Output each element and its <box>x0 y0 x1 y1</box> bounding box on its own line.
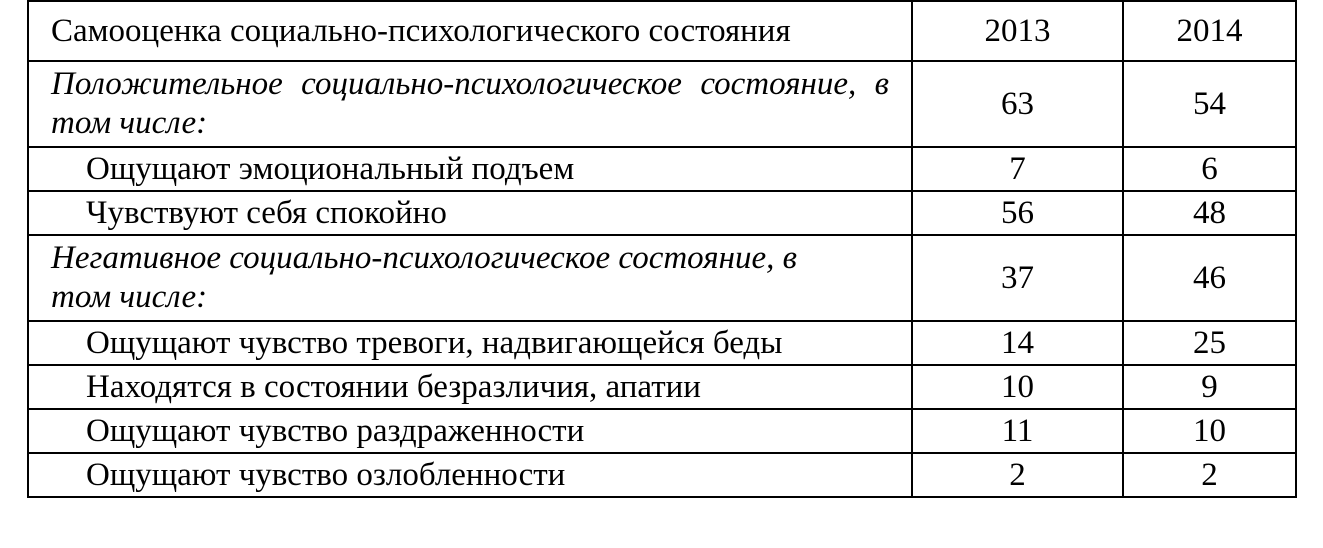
cell-value: 46 <box>1123 235 1296 321</box>
cell-value: 9 <box>1123 365 1296 409</box>
cell-value: 2 <box>912 453 1123 497</box>
group-label-positive: Положительное социально-психологическое состояние, в том числе: <box>28 61 912 147</box>
cell-value: 63 <box>912 61 1123 147</box>
cell-value: 54 <box>1123 61 1296 147</box>
cell-value: 2 <box>1123 453 1296 497</box>
header-row <box>28 1 1296 61</box>
cell-value: 56 <box>912 191 1123 235</box>
row-label: Находятся в состоянии безразличия, апатии <box>28 365 912 409</box>
table-row <box>28 321 1296 365</box>
row-label: Ощущают чувство озлобленности <box>28 453 912 497</box>
table-row <box>28 61 1296 147</box>
cell-value: 25 <box>1123 321 1296 365</box>
table-row <box>28 453 1296 497</box>
header-label: Самооценка социально-психологического состояния <box>28 1 912 61</box>
group-label-negative: Негативное социально-психологическое состояние, в том числе: <box>28 235 912 321</box>
row-label: Ощущают чувство тревоги, надвигающейся беды <box>28 321 912 365</box>
row-label: Чувствуют себя спокойно <box>28 191 912 235</box>
cell-value: 6 <box>1123 147 1296 191</box>
table-row <box>28 409 1296 453</box>
cell-value: 11 <box>912 409 1123 453</box>
cell-value: 10 <box>1123 409 1296 453</box>
cell-value: 37 <box>912 235 1123 321</box>
table-row <box>28 235 1296 321</box>
table-row <box>28 147 1296 191</box>
header-year-2014: 2014 <box>1123 1 1296 61</box>
row-label: Ощущают эмоциональный подъем <box>28 147 912 191</box>
cell-value: 14 <box>912 321 1123 365</box>
header-year-2013: 2013 <box>912 1 1123 61</box>
cell-value: 48 <box>1123 191 1296 235</box>
cell-value: 10 <box>912 365 1123 409</box>
table-row <box>28 365 1296 409</box>
data-table <box>27 0 1297 498</box>
table-row <box>28 191 1296 235</box>
row-label: Ощущают чувство раздраженности <box>28 409 912 453</box>
cell-value: 7 <box>912 147 1123 191</box>
